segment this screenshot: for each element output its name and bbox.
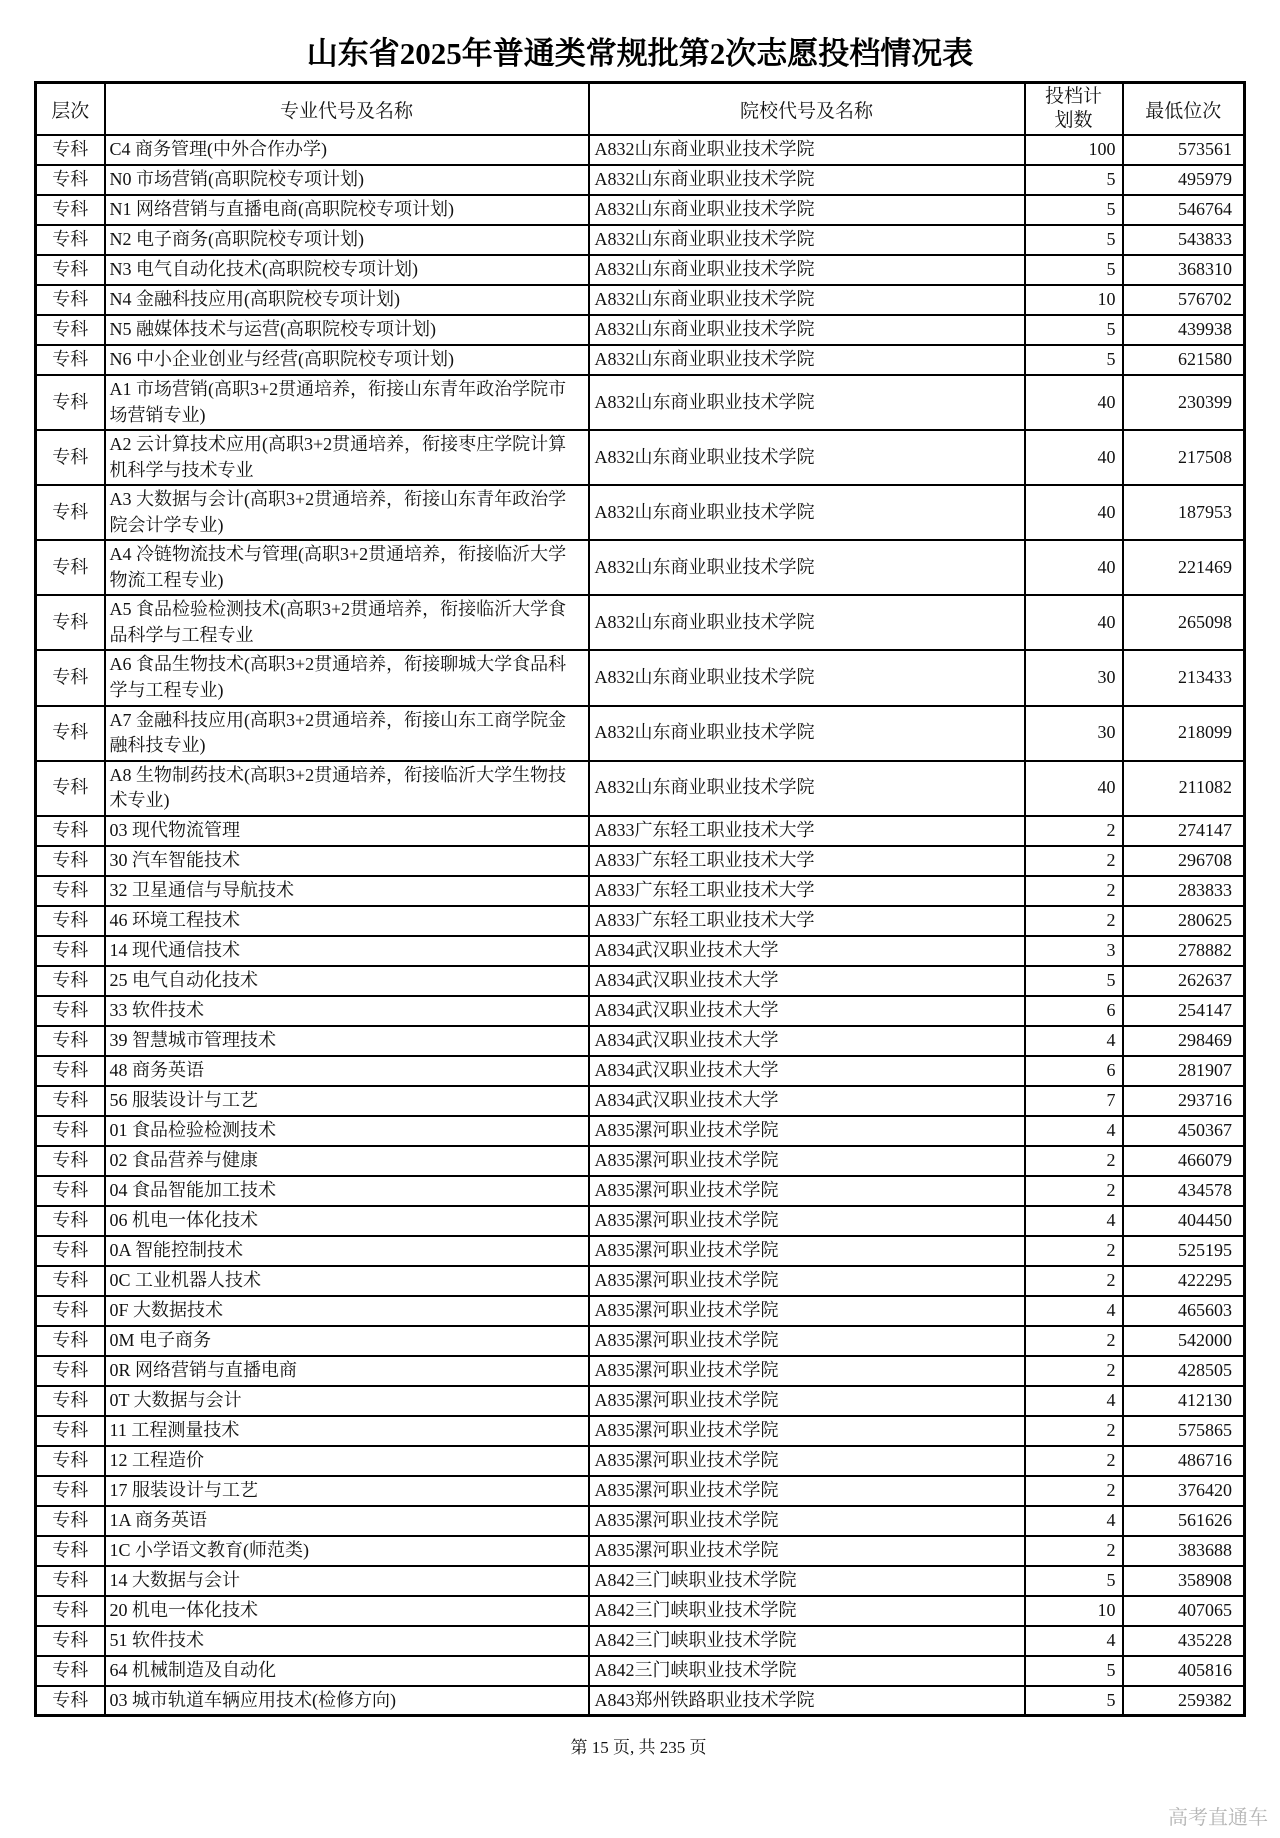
major-cell: 30 汽车智能技术 [105, 846, 589, 876]
college-cell: A842三门峡职业技术学院 [589, 1626, 1025, 1656]
table-row [36, 1086, 1245, 1116]
major-cell: 03 城市轨道车辆应用技术(检修方向) [105, 1686, 589, 1716]
table-row [36, 1596, 1245, 1626]
plan-cell: 2 [1025, 1326, 1123, 1356]
level-cell: 专科 [36, 1206, 105, 1236]
college-cell: A833广东轻工职业技术大学 [589, 816, 1025, 846]
level-cell: 专科 [36, 1086, 105, 1116]
major-cell: 06 机电一体化技术 [105, 1206, 589, 1236]
level-cell: 专科 [36, 761, 105, 816]
rank-cell: 573561 [1123, 135, 1245, 165]
major-cell: A7 金融科技应用(高职3+2贯通培养，衔接山东工商学院金融科技专业) [105, 706, 589, 761]
level-cell: 专科 [36, 165, 105, 195]
table-row [36, 285, 1245, 315]
rank-cell: 262637 [1123, 966, 1245, 996]
plan-cell: 40 [1025, 430, 1123, 485]
college-cell: A842三门峡职业技术学院 [589, 1596, 1025, 1626]
plan-cell: 2 [1025, 1146, 1123, 1176]
plan-cell: 2 [1025, 1446, 1123, 1476]
table-row [36, 1686, 1245, 1716]
plan-cell: 5 [1025, 165, 1123, 195]
level-cell: 专科 [36, 1326, 105, 1356]
college-cell: A832山东商业职业技术学院 [589, 375, 1025, 430]
plan-cell: 40 [1025, 485, 1123, 540]
rank-cell: 265098 [1123, 595, 1245, 650]
plan-cell: 10 [1025, 1596, 1123, 1626]
rank-cell: 259382 [1123, 1686, 1245, 1716]
table-row [36, 1626, 1245, 1656]
college-cell: A843郑州铁路职业技术学院 [589, 1686, 1025, 1716]
table-row [36, 225, 1245, 255]
rank-cell: 434578 [1123, 1176, 1245, 1206]
watermark: 高考直通车 [1168, 1807, 1268, 1829]
table-row [36, 1236, 1245, 1266]
major-cell: 0T 大数据与会计 [105, 1386, 589, 1416]
college-cell: A832山东商业职业技术学院 [589, 430, 1025, 485]
level-cell: 专科 [36, 1566, 105, 1596]
plan-cell: 4 [1025, 1626, 1123, 1656]
rank-cell: 283833 [1123, 876, 1245, 906]
major-cell: 1C 小学语文教育(师范类) [105, 1536, 589, 1566]
rank-cell: 428505 [1123, 1356, 1245, 1386]
major-cell: 1A 商务英语 [105, 1506, 589, 1536]
major-cell: N5 融媒体技术与运营(高职院校专项计划) [105, 315, 589, 345]
rank-cell: 254147 [1123, 996, 1245, 1026]
rank-cell: 280625 [1123, 906, 1245, 936]
major-cell: N1 网络营销与直播电商(高职院校专项计划) [105, 195, 589, 225]
rank-cell: 486716 [1123, 1446, 1245, 1476]
major-cell: A1 市场营销(高职3+2贯通培养，衔接山东青年政治学院市场营销专业) [105, 375, 589, 430]
major-cell: 0F 大数据技术 [105, 1296, 589, 1326]
level-cell: 专科 [36, 1116, 105, 1146]
rank-cell: 187953 [1123, 485, 1245, 540]
rank-cell: 576702 [1123, 285, 1245, 315]
plan-cell: 10 [1025, 285, 1123, 315]
level-cell: 专科 [36, 1236, 105, 1266]
header-plan-text: 投档计划数 [1044, 86, 1102, 131]
plan-cell: 30 [1025, 706, 1123, 761]
rank-cell: 296708 [1123, 846, 1245, 876]
rank-cell: 439938 [1123, 315, 1245, 345]
rank-cell: 466079 [1123, 1146, 1245, 1176]
college-cell: A832山东商业职业技术学院 [589, 285, 1025, 315]
plan-cell: 100 [1025, 135, 1123, 165]
table-row [36, 345, 1245, 375]
plan-cell: 2 [1025, 1536, 1123, 1566]
table-row [36, 430, 1245, 485]
table-row [36, 876, 1245, 906]
level-cell: 专科 [36, 936, 105, 966]
plan-cell: 40 [1025, 375, 1123, 430]
rank-cell: 383688 [1123, 1536, 1245, 1566]
major-cell: C4 商务管理(中外合作办学) [105, 135, 589, 165]
major-cell: 64 机械制造及自动化 [105, 1656, 589, 1686]
plan-cell: 4 [1025, 1206, 1123, 1236]
plan-cell: 5 [1025, 1566, 1123, 1596]
rank-cell: 376420 [1123, 1476, 1245, 1506]
major-cell: 02 食品营养与健康 [105, 1146, 589, 1176]
major-cell: 14 现代通信技术 [105, 936, 589, 966]
table-row [36, 1266, 1245, 1296]
table-row [36, 315, 1245, 345]
major-cell: 17 服装设计与工艺 [105, 1476, 589, 1506]
level-cell: 专科 [36, 135, 105, 165]
plan-cell: 2 [1025, 1356, 1123, 1386]
major-cell: 56 服装设计与工艺 [105, 1086, 589, 1116]
major-cell: 0R 网络营销与直播电商 [105, 1356, 589, 1386]
rank-cell: 407065 [1123, 1596, 1245, 1626]
plan-cell: 2 [1025, 1266, 1123, 1296]
level-cell: 专科 [36, 966, 105, 996]
plan-cell: 5 [1025, 345, 1123, 375]
level-cell: 专科 [36, 1446, 105, 1476]
college-cell: A832山东商业职业技术学院 [589, 225, 1025, 255]
table-row [36, 255, 1245, 285]
level-cell: 专科 [36, 195, 105, 225]
college-cell: A842三门峡职业技术学院 [589, 1566, 1025, 1596]
level-cell: 专科 [36, 1386, 105, 1416]
rank-cell: 435228 [1123, 1626, 1245, 1656]
plan-cell: 2 [1025, 906, 1123, 936]
plan-cell: 2 [1025, 876, 1123, 906]
table-row [36, 1506, 1245, 1536]
rank-cell: 213433 [1123, 650, 1245, 705]
plan-cell: 3 [1025, 936, 1123, 966]
major-cell: N2 电子商务(高职院校专项计划) [105, 225, 589, 255]
rank-cell: 422295 [1123, 1266, 1245, 1296]
plan-cell: 4 [1025, 1296, 1123, 1326]
major-cell: A8 生物制药技术(高职3+2贯通培养，衔接临沂大学生物技术专业) [105, 761, 589, 816]
plan-cell: 5 [1025, 966, 1123, 996]
plan-cell: 7 [1025, 1086, 1123, 1116]
plan-cell: 4 [1025, 1386, 1123, 1416]
level-cell: 专科 [36, 225, 105, 255]
plan-cell: 5 [1025, 1656, 1123, 1686]
table-row [36, 540, 1245, 595]
table-row [36, 1566, 1245, 1596]
major-cell: 32 卫星通信与导航技术 [105, 876, 589, 906]
college-cell: A832山东商业职业技术学院 [589, 195, 1025, 225]
table-row [36, 1386, 1245, 1416]
rank-cell: 405816 [1123, 1656, 1245, 1686]
table-row [36, 375, 1245, 430]
table-row [36, 595, 1245, 650]
college-cell: A832山东商业职业技术学院 [589, 761, 1025, 816]
header-row [36, 83, 1245, 136]
college-cell: A835漯河职业技术学院 [589, 1116, 1025, 1146]
college-cell: A834武汉职业技术大学 [589, 1056, 1025, 1086]
level-cell: 专科 [36, 345, 105, 375]
level-cell: 专科 [36, 1026, 105, 1056]
college-cell: A835漯河职业技术学院 [589, 1506, 1025, 1536]
admission-table [34, 81, 1246, 1717]
header-college: 院校代号及名称 [589, 83, 1025, 136]
level-cell: 专科 [36, 1476, 105, 1506]
level-cell: 专科 [36, 540, 105, 595]
college-cell: A835漯河职业技术学院 [589, 1236, 1025, 1266]
rank-cell: 575865 [1123, 1416, 1245, 1446]
table-body [36, 135, 1245, 1716]
table-row [36, 1476, 1245, 1506]
major-cell: A3 大数据与会计(高职3+2贯通培养，衔接山东青年政治学院会计学专业) [105, 485, 589, 540]
major-cell: N4 金融科技应用(高职院校专项计划) [105, 285, 589, 315]
level-cell: 专科 [36, 706, 105, 761]
rank-cell: 217508 [1123, 430, 1245, 485]
major-cell: A6 食品生物技术(高职3+2贯通培养，衔接聊城大学食品科学与工程专业) [105, 650, 589, 705]
level-cell: 专科 [36, 1656, 105, 1686]
level-cell: 专科 [36, 1176, 105, 1206]
major-cell: 46 环境工程技术 [105, 906, 589, 936]
table-row [36, 1326, 1245, 1356]
header-level: 层次 [36, 83, 105, 136]
college-cell: A835漯河职业技术学院 [589, 1146, 1025, 1176]
major-cell: A2 云计算技术应用(高职3+2贯通培养，衔接枣庄学院计算机科学与技术专业 [105, 430, 589, 485]
rank-cell: 221469 [1123, 540, 1245, 595]
level-cell: 专科 [36, 650, 105, 705]
major-cell: N0 市场营销(高职院校专项计划) [105, 165, 589, 195]
major-cell: N3 电气自动化技术(高职院校专项计划) [105, 255, 589, 285]
level-cell: 专科 [36, 255, 105, 285]
plan-cell: 5 [1025, 225, 1123, 255]
table-row [36, 1416, 1245, 1446]
table-row [36, 1146, 1245, 1176]
college-cell: A832山东商业职业技术学院 [589, 255, 1025, 285]
table-row [36, 135, 1245, 165]
level-cell: 专科 [36, 485, 105, 540]
rank-cell: 495979 [1123, 165, 1245, 195]
rank-cell: 465603 [1123, 1296, 1245, 1326]
table-header [36, 83, 1245, 136]
college-cell: A832山东商业职业技术学院 [589, 165, 1025, 195]
college-cell: A835漯河职业技术学院 [589, 1416, 1025, 1446]
major-cell: 01 食品检验检测技术 [105, 1116, 589, 1146]
header-plan [1025, 83, 1123, 136]
level-cell: 专科 [36, 906, 105, 936]
page-number: 第 15 页, 共 235 页 [570, 1738, 707, 1758]
table-row [36, 1536, 1245, 1566]
college-cell: A835漯河职业技术学院 [589, 1386, 1025, 1416]
level-cell: 专科 [36, 876, 105, 906]
table-row [36, 650, 1245, 705]
level-cell: 专科 [36, 285, 105, 315]
major-cell: 0C 工业机器人技术 [105, 1266, 589, 1296]
college-cell: A832山东商业职业技术学院 [589, 540, 1025, 595]
table-row [36, 966, 1245, 996]
college-cell: A834武汉职业技术大学 [589, 1086, 1025, 1116]
level-cell: 专科 [36, 1266, 105, 1296]
rank-cell: 543833 [1123, 225, 1245, 255]
college-cell: A832山东商业职业技术学院 [589, 595, 1025, 650]
rank-cell: 211082 [1123, 761, 1245, 816]
major-cell: 33 软件技术 [105, 996, 589, 1026]
rank-cell: 450367 [1123, 1116, 1245, 1146]
plan-cell: 4 [1025, 1506, 1123, 1536]
major-cell: 14 大数据与会计 [105, 1566, 589, 1596]
table-row [36, 1356, 1245, 1386]
table-row [36, 761, 1245, 816]
rank-cell: 404450 [1123, 1206, 1245, 1236]
major-cell: N6 中小企业创业与经营(高职院校专项计划) [105, 345, 589, 375]
level-cell: 专科 [36, 1296, 105, 1326]
college-cell: A834武汉职业技术大学 [589, 966, 1025, 996]
plan-cell: 4 [1025, 1116, 1123, 1146]
table-row [36, 1656, 1245, 1686]
plan-cell: 6 [1025, 996, 1123, 1026]
rank-cell: 368310 [1123, 255, 1245, 285]
major-cell: 0A 智能控制技术 [105, 1236, 589, 1266]
table-row [36, 485, 1245, 540]
table-row [36, 1176, 1245, 1206]
plan-cell: 40 [1025, 761, 1123, 816]
level-cell: 专科 [36, 1626, 105, 1656]
rank-cell: 218099 [1123, 706, 1245, 761]
college-cell: A832山东商业职业技术学院 [589, 345, 1025, 375]
college-cell: A833广东轻工职业技术大学 [589, 876, 1025, 906]
table-row [36, 936, 1245, 966]
college-cell: A835漯河职业技术学院 [589, 1206, 1025, 1236]
table-row [36, 1206, 1245, 1236]
major-cell: 51 软件技术 [105, 1626, 589, 1656]
level-cell: 专科 [36, 816, 105, 846]
rank-cell: 412130 [1123, 1386, 1245, 1416]
rank-cell: 358908 [1123, 1566, 1245, 1596]
table-row [36, 1446, 1245, 1476]
header-rank: 最低位次 [1123, 83, 1245, 136]
college-cell: A835漯河职业技术学院 [589, 1536, 1025, 1566]
table-row [36, 1296, 1245, 1326]
plan-cell: 2 [1025, 1176, 1123, 1206]
major-cell: 48 商务英语 [105, 1056, 589, 1086]
rank-cell: 525195 [1123, 1236, 1245, 1266]
college-cell: A835漯河职业技术学院 [589, 1476, 1025, 1506]
college-cell: A832山东商业职业技术学院 [589, 315, 1025, 345]
rank-cell: 230399 [1123, 375, 1245, 430]
rank-cell: 621580 [1123, 345, 1245, 375]
level-cell: 专科 [36, 1356, 105, 1386]
table-row [36, 996, 1245, 1026]
header-major: 专业代号及名称 [105, 83, 589, 136]
plan-cell: 40 [1025, 540, 1123, 595]
page-title: 山东省2025年普通类常规批第2次志愿投档情况表 [306, 36, 974, 71]
level-cell: 专科 [36, 1056, 105, 1086]
rank-cell: 298469 [1123, 1026, 1245, 1056]
college-cell: A833广东轻工职业技术大学 [589, 846, 1025, 876]
level-cell: 专科 [36, 430, 105, 485]
table-row [36, 906, 1245, 936]
plan-cell: 2 [1025, 846, 1123, 876]
rank-cell: 542000 [1123, 1326, 1245, 1356]
rank-cell: 274147 [1123, 816, 1245, 846]
plan-cell: 2 [1025, 816, 1123, 846]
table-row [36, 846, 1245, 876]
plan-cell: 2 [1025, 1236, 1123, 1266]
college-cell: A835漯河职业技术学院 [589, 1266, 1025, 1296]
level-cell: 专科 [36, 1536, 105, 1566]
major-cell: 04 食品智能加工技术 [105, 1176, 589, 1206]
rank-cell: 546764 [1123, 195, 1245, 225]
plan-cell: 5 [1025, 1686, 1123, 1716]
plan-cell: 2 [1025, 1476, 1123, 1506]
plan-cell: 4 [1025, 1026, 1123, 1056]
major-cell: A4 冷链物流技术与管理(高职3+2贯通培养，衔接临沂大学物流工程专业) [105, 540, 589, 595]
table-row [36, 1056, 1245, 1086]
level-cell: 专科 [36, 1506, 105, 1536]
table-row [36, 165, 1245, 195]
level-cell: 专科 [36, 1416, 105, 1446]
college-cell: A842三门峡职业技术学院 [589, 1656, 1025, 1686]
level-cell: 专科 [36, 595, 105, 650]
plan-cell: 2 [1025, 1416, 1123, 1446]
major-cell: 0M 电子商务 [105, 1326, 589, 1356]
college-cell: A832山东商业职业技术学院 [589, 706, 1025, 761]
major-cell: 25 电气自动化技术 [105, 966, 589, 996]
major-cell: 03 现代物流管理 [105, 816, 589, 846]
major-cell: 11 工程测量技术 [105, 1416, 589, 1446]
level-cell: 专科 [36, 315, 105, 345]
rank-cell: 278882 [1123, 936, 1245, 966]
level-cell: 专科 [36, 996, 105, 1026]
college-cell: A834武汉职业技术大学 [589, 1026, 1025, 1056]
plan-cell: 5 [1025, 255, 1123, 285]
college-cell: A832山东商业职业技术学院 [589, 650, 1025, 705]
rank-cell: 293716 [1123, 1086, 1245, 1116]
plan-cell: 6 [1025, 1056, 1123, 1086]
level-cell: 专科 [36, 846, 105, 876]
level-cell: 专科 [36, 1686, 105, 1716]
plan-cell: 5 [1025, 315, 1123, 345]
major-cell: 20 机电一体化技术 [105, 1596, 589, 1626]
table-row [36, 195, 1245, 225]
plan-cell: 5 [1025, 195, 1123, 225]
college-cell: A834武汉职业技术大学 [589, 996, 1025, 1026]
level-cell: 专科 [36, 375, 105, 430]
table-row [36, 1026, 1245, 1056]
college-cell: A835漯河职业技术学院 [589, 1296, 1025, 1326]
table-row [36, 816, 1245, 846]
college-cell: A835漯河职业技术学院 [589, 1356, 1025, 1386]
college-cell: A835漯河职业技术学院 [589, 1176, 1025, 1206]
college-cell: A833广东轻工职业技术大学 [589, 906, 1025, 936]
level-cell: 专科 [36, 1596, 105, 1626]
plan-cell: 30 [1025, 650, 1123, 705]
table-row [36, 1116, 1245, 1146]
rank-cell: 281907 [1123, 1056, 1245, 1086]
college-cell: A834武汉职业技术大学 [589, 936, 1025, 966]
major-cell: A5 食品检验检测技术(高职3+2贯通培养，衔接临沂大学食品科学与工程专业 [105, 595, 589, 650]
major-cell: 39 智慧城市管理技术 [105, 1026, 589, 1056]
table-row [36, 706, 1245, 761]
rank-cell: 561626 [1123, 1506, 1245, 1536]
major-cell: 12 工程造价 [105, 1446, 589, 1476]
college-cell: A832山东商业职业技术学院 [589, 485, 1025, 540]
level-cell: 专科 [36, 1146, 105, 1176]
college-cell: A835漯河职业技术学院 [589, 1446, 1025, 1476]
plan-cell: 40 [1025, 595, 1123, 650]
college-cell: A832山东商业职业技术学院 [589, 135, 1025, 165]
college-cell: A835漯河职业技术学院 [589, 1326, 1025, 1356]
